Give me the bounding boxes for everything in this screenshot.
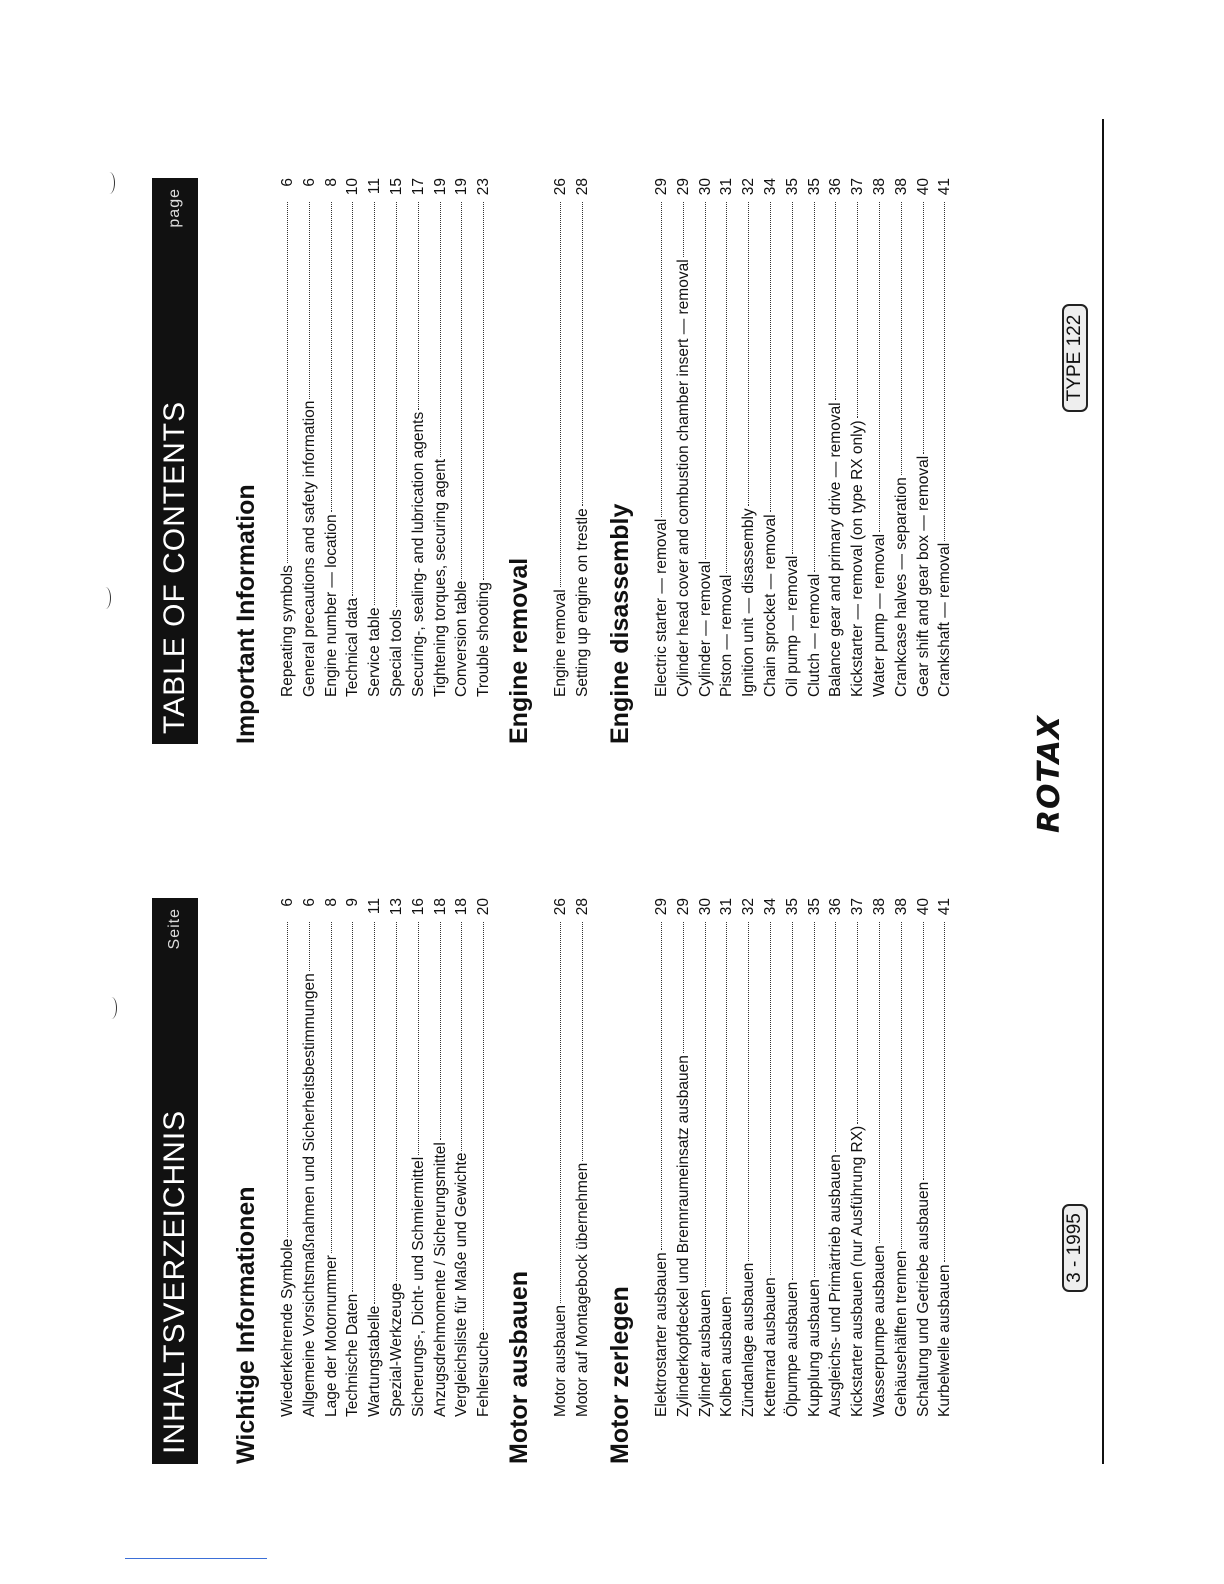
section-heading: Important Information — [232, 484, 260, 744]
toc-entry[interactable]: Technische Daten 9 — [344, 898, 362, 1417]
toc-entry[interactable]: General precautions and safety information 6 — [300, 178, 318, 697]
section-heading: Motor zerlegen — [606, 1286, 634, 1464]
footer-type-badge: TYPE 122 — [1062, 304, 1088, 412]
section-heading: Engine disassembly — [606, 503, 634, 744]
toc-entry[interactable]: Technical data 10 — [344, 178, 362, 697]
toc-entry[interactable]: Kickstarter — removal (on type RX only) 37 — [849, 178, 867, 697]
toc-entry[interactable]: Crankshaft — removal 41 — [936, 178, 954, 697]
toc-entry[interactable]: Kickstarter ausbauen (nur Ausführung RX) 37 — [849, 898, 867, 1417]
toc-entry[interactable]: Wasserpumpe ausbauen 38 — [870, 898, 888, 1417]
toc-entry[interactable]: Kurbelwelle ausbauen 41 — [936, 898, 954, 1417]
toc-entry[interactable]: Water pump — removal 38 — [870, 178, 888, 697]
section-important-info — [232, 178, 495, 744]
footer-rule — [1102, 119, 1104, 1464]
toc-entry[interactable]: Piston — removal 31 — [718, 178, 736, 697]
toc-entry[interactable]: Schaltung und Getriebe ausbauen 40 — [914, 898, 932, 1417]
toc-entry[interactable]: Anzugsdrehmomente / Sicherungsmittel 18 — [431, 898, 449, 1417]
header-bar-english — [152, 178, 198, 744]
toc-entry[interactable]: Ignition unit — disassembly 32 — [740, 178, 758, 697]
section-engine-removal — [505, 178, 594, 744]
toc-entry[interactable]: Conversion table 19 — [453, 178, 471, 697]
toc-entry[interactable]: Gear shift and gear box — removal 40 — [914, 178, 932, 697]
toc-entry[interactable]: Kupplung ausbauen 35 — [805, 898, 823, 1417]
header-title: INHALTSVERZEICHNIS — [158, 1109, 191, 1454]
toc-entry[interactable]: Motor auf Montagebock übernehmen 28 — [573, 898, 591, 1417]
toc-entry[interactable]: Clutch — removal 35 — [805, 178, 823, 697]
section-engine-disassembly — [606, 178, 956, 744]
toc-entry[interactable]: Engine number — location 8 — [322, 178, 340, 697]
toc-entry[interactable]: Engine removal 26 — [552, 178, 569, 697]
section-engine-removal — [505, 898, 594, 1464]
toc-entry[interactable]: Special tools 15 — [387, 178, 405, 697]
toc-entry[interactable]: Electric starter — removal 29 — [653, 178, 670, 697]
toc-entry[interactable]: Zündanlage ausbauen 32 — [740, 898, 758, 1417]
section-heading: Motor ausbauen — [505, 1270, 533, 1464]
toc-entry[interactable]: Service table 11 — [366, 178, 384, 697]
toc-entry[interactable]: Chain sprocket — removal 34 — [761, 178, 779, 697]
section-important-info — [232, 898, 495, 1464]
scan-underline — [125, 1558, 267, 1559]
toc-entry[interactable]: Trouble shooting 23 — [475, 178, 493, 697]
toc-entry[interactable]: Repeating symbols 6 — [279, 178, 296, 697]
toc-entry[interactable]: Elektrostarter ausbauen 29 — [653, 898, 670, 1417]
toc-entry[interactable]: Kettenrad ausbauen 34 — [761, 898, 779, 1417]
scan-mark — [100, 587, 111, 609]
toc-entry[interactable]: Kolben ausbauen 31 — [718, 898, 736, 1417]
header-bar-german — [152, 898, 198, 1464]
toc-entry[interactable]: Ölpumpe ausbauen 35 — [783, 898, 801, 1417]
section-engine-disassembly — [606, 898, 956, 1464]
section-heading: Wichtige Informationen — [232, 1186, 260, 1464]
toc-entry[interactable]: Spezial-Werkzeuge 13 — [387, 898, 405, 1417]
toc-entry[interactable]: Cylinder — removal 30 — [696, 178, 714, 697]
section-heading: Engine removal — [505, 557, 533, 744]
toc-entry[interactable]: Crankcase halves — separation 38 — [892, 178, 910, 697]
toc-entry[interactable]: Balance gear and primary drive — removal 36 — [827, 178, 845, 697]
toc-entry[interactable]: Setting up engine on trestle 28 — [573, 178, 591, 697]
header-title: TABLE OF CONTENTS — [158, 400, 191, 734]
toc-entry[interactable]: Zylinderkopfdeckel und Brennraumeinsatz ausbauen 29 — [674, 898, 692, 1417]
toc-entry[interactable]: Allgemeine Vorsichtsmaßnahmen und Sicherheitsbestimmungen 6 — [300, 898, 318, 1417]
toc-entry[interactable]: Sicherungs-, Dicht- und Schmiermittel 16 — [409, 898, 427, 1417]
toc-entry[interactable]: Lage der Motornummer 8 — [322, 898, 340, 1417]
toc-entry[interactable]: Cylinder head cover and combustion chamber insert — removal 29 — [674, 178, 692, 697]
toc-entry[interactable]: Tightening torques, securing agent 19 — [431, 178, 449, 697]
toc-entry[interactable]: Wartungstabelle 11 — [366, 898, 384, 1417]
rotax-logo: ROTAX — [1032, 714, 1067, 834]
toc-entry[interactable]: Zylinder ausbauen 30 — [696, 898, 714, 1417]
footer-date-badge: 3 - 1995 — [1062, 1204, 1088, 1292]
toc-entry[interactable]: Fehlersuche 20 — [475, 898, 493, 1417]
header-page-label: page — [166, 188, 183, 228]
scan-mark — [104, 172, 115, 194]
toc-entry[interactable]: Securing-, sealing- and lubrication agents 17 — [409, 178, 427, 697]
scan-mark — [106, 997, 117, 1019]
toc-entry[interactable]: Gehäusehälften trennen 38 — [892, 898, 910, 1417]
toc-entry[interactable]: Motor ausbauen 26 — [552, 898, 569, 1417]
toc-entry[interactable]: Vergleichsliste für Maße und Gewichte 18 — [453, 898, 471, 1417]
toc-entry[interactable]: Ausgleichs- und Primärtrieb ausbauen 36 — [827, 898, 845, 1417]
toc-entry[interactable]: Wiederkehrende Symbole 6 — [279, 898, 296, 1417]
header-page-label: Seite — [166, 908, 183, 950]
toc-entry[interactable]: Oil pump — removal 35 — [783, 178, 801, 697]
